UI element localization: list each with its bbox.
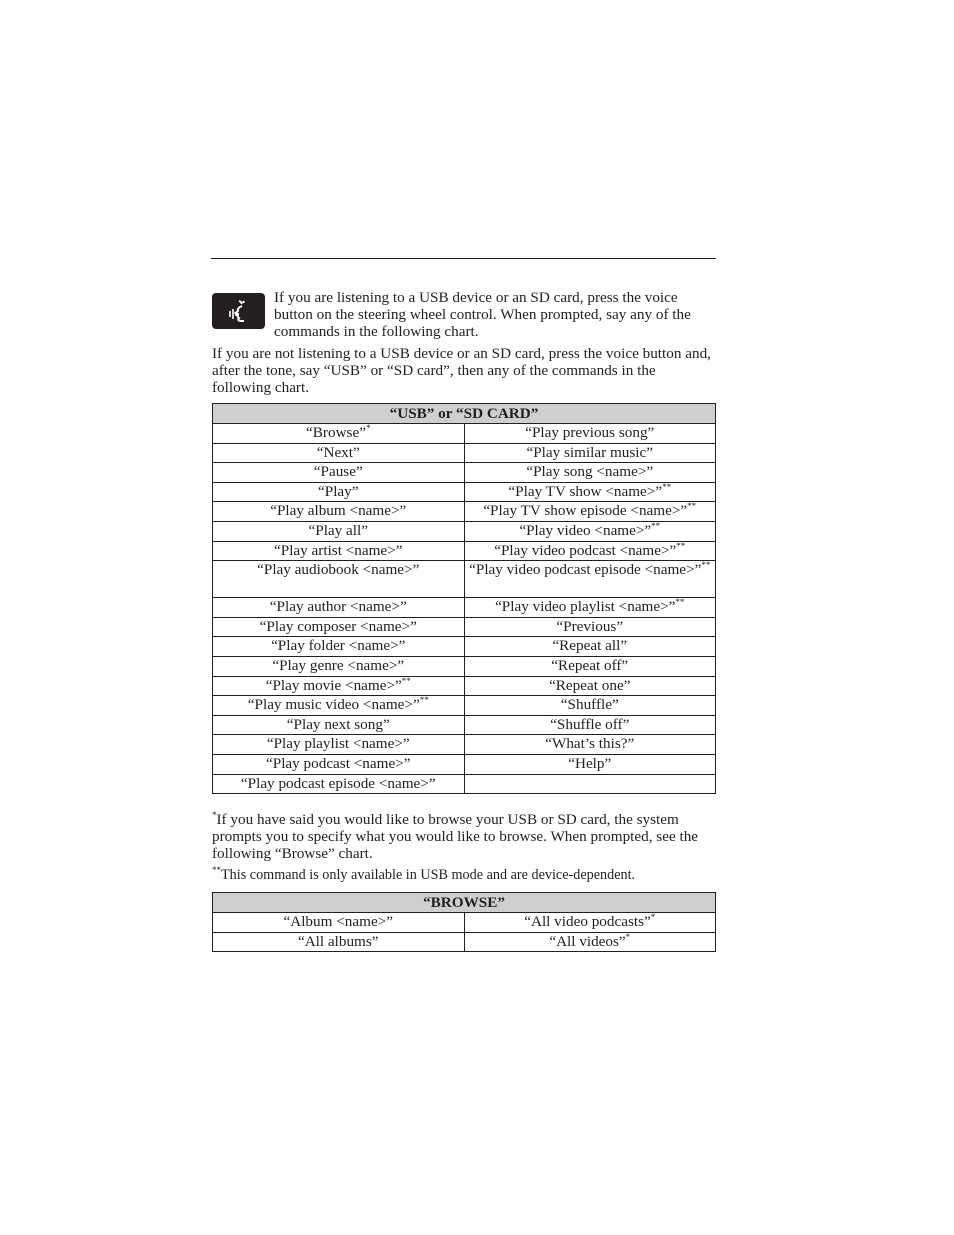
command-footnote-mark: ** xyxy=(401,675,411,686)
footnote-double-star xyxy=(212,867,716,884)
table-row xyxy=(213,913,716,933)
command-cell xyxy=(213,715,465,735)
voice-icon xyxy=(212,293,265,329)
command-text: “All video podcasts” xyxy=(524,913,651,930)
command-text: “Pause” xyxy=(313,463,363,481)
command-cell xyxy=(213,774,465,794)
command-cell xyxy=(213,617,465,637)
command-cell xyxy=(464,424,716,444)
command-text: “Album <name>” xyxy=(283,913,393,930)
command-text: “Play genre <name>” xyxy=(272,656,405,674)
command-cell xyxy=(464,676,716,696)
command-cell xyxy=(464,715,716,735)
table-row xyxy=(213,463,716,483)
command-text: “Play” xyxy=(318,482,359,500)
command-cell xyxy=(213,443,465,463)
command-text: “Play similar music” xyxy=(526,443,654,461)
table-row xyxy=(213,715,716,735)
table-row xyxy=(213,932,716,952)
command-cell xyxy=(213,598,465,618)
command-cell xyxy=(464,482,716,502)
command-cell xyxy=(464,656,716,676)
command-text: “Browse” xyxy=(306,424,366,441)
table-row xyxy=(213,735,716,755)
command-cell xyxy=(464,637,716,657)
command-text: “Play author <name>” xyxy=(269,598,407,616)
command-text: “Play next song” xyxy=(286,715,390,733)
command-cell xyxy=(464,913,716,933)
command-text: “Shuffle off” xyxy=(550,715,630,733)
command-text: “All albums” xyxy=(297,932,379,950)
command-cell xyxy=(213,482,465,502)
command-cell xyxy=(464,774,716,794)
table-header-row xyxy=(213,404,716,424)
table-row xyxy=(213,521,716,541)
command-text: “Play video podcast <name>” xyxy=(494,541,677,559)
command-text: “Previous” xyxy=(556,617,624,635)
command-text: “Play movie <name>” xyxy=(265,676,402,694)
table-header: “BROWSE” xyxy=(213,893,716,913)
command-text: “All videos” xyxy=(549,932,626,950)
footnote-mark: * xyxy=(212,810,217,820)
command-text: “Play video <name>” xyxy=(519,521,652,539)
command-footnote-mark: * xyxy=(365,423,371,433)
command-cell xyxy=(464,502,716,522)
command-text: “Help” xyxy=(568,754,612,772)
command-cell xyxy=(464,932,716,952)
table-header-row xyxy=(213,893,716,913)
command-cell xyxy=(464,754,716,774)
table-header: “USB” or “SD CARD” xyxy=(213,404,716,424)
command-cell xyxy=(213,754,465,774)
table-row xyxy=(213,676,716,696)
command-cell xyxy=(213,637,465,657)
command-cell xyxy=(213,913,465,933)
command-cell xyxy=(464,598,716,618)
command-text: “Play music video <name>” xyxy=(247,696,420,714)
command-cell xyxy=(464,443,716,463)
command-footnote-mark: * xyxy=(625,931,631,942)
command-footnote-mark: ** xyxy=(662,481,672,492)
command-text: “Repeat all” xyxy=(552,637,628,655)
command-text: “Shuffle” xyxy=(560,696,619,714)
command-text: “What’s this?” xyxy=(545,735,635,753)
command-text: “Play video podcast episode <name>” xyxy=(469,561,702,579)
command-footnote-mark: ** xyxy=(701,560,711,571)
command-text: “Play TV show episode <name>” xyxy=(483,502,688,520)
command-text: “Play song <name>” xyxy=(526,463,654,481)
command-footnote-mark: ** xyxy=(675,597,685,608)
command-cell xyxy=(464,735,716,755)
table-row xyxy=(213,617,716,637)
command-text: “Play TV show <name>” xyxy=(508,482,663,500)
table-row xyxy=(213,696,716,716)
command-cell xyxy=(213,676,465,696)
command-cell xyxy=(464,463,716,483)
command-text: “Play album <name>” xyxy=(270,502,407,520)
header-rule xyxy=(211,258,716,259)
command-text: “Next” xyxy=(316,443,360,461)
command-cell xyxy=(213,932,465,952)
command-cell xyxy=(213,424,465,444)
command-cell xyxy=(213,541,465,561)
footnote-single-star xyxy=(212,812,716,862)
intro-text: If you are listening to a USB device or an SD card, press the voice button on the steering wheel control. When prompted, say any of the commands in the following chart. xyxy=(274,289,691,340)
command-cell xyxy=(213,502,465,522)
command-cell xyxy=(213,561,465,598)
command-footnote-mark: ** xyxy=(419,695,429,706)
footnote-text: If you have said you would like to browse your USB or SD card, the system prompts you to specify what you would like to browse. When prompted, see the following “Browse” chart. xyxy=(212,811,699,862)
command-cell xyxy=(213,735,465,755)
table-row xyxy=(213,541,716,561)
command-cell xyxy=(464,541,716,561)
table-row xyxy=(213,502,716,522)
table-row xyxy=(213,598,716,618)
command-cell xyxy=(213,521,465,541)
command-footnote-mark: * xyxy=(650,912,656,922)
table-row xyxy=(213,561,716,598)
command-footnote-mark: ** xyxy=(651,520,661,531)
intro-block xyxy=(212,290,716,340)
usb-commands-table xyxy=(212,403,716,794)
command-text: “Play podcast <name>” xyxy=(266,754,411,772)
command-text: “Play composer <name>” xyxy=(259,617,417,635)
table-row xyxy=(213,774,716,794)
table-row xyxy=(213,424,716,444)
command-text: “Play playlist <name>” xyxy=(266,735,410,753)
command-cell xyxy=(213,656,465,676)
table-row xyxy=(213,482,716,502)
table-row xyxy=(213,656,716,676)
command-cell xyxy=(464,696,716,716)
command-cell xyxy=(464,617,716,637)
command-text: “Play folder <name>” xyxy=(271,637,406,655)
command-cell xyxy=(464,521,716,541)
command-text: “Play artist <name>” xyxy=(274,541,403,559)
table-row xyxy=(213,754,716,774)
command-text: “Repeat one” xyxy=(549,676,631,694)
command-text: “Play video playlist <name>” xyxy=(495,598,676,616)
command-cell xyxy=(213,463,465,483)
command-cell xyxy=(213,696,465,716)
table-row xyxy=(213,637,716,657)
table-row xyxy=(213,443,716,463)
footnote-text: This command is only available in USB mode and are device-dependent. xyxy=(221,867,636,883)
command-text: “Play audiobook <name>” xyxy=(257,561,420,579)
command-text: “Play podcast episode <name>” xyxy=(240,774,436,792)
instruction-paragraph: If you are not listening to a USB device or an SD card, press the voice button and, after the tone, say “USB” or “SD card”, then any of the commands in the following chart. xyxy=(212,345,711,396)
footnote-mark: ** xyxy=(212,865,221,875)
command-text: “Repeat off” xyxy=(551,656,629,674)
command-text: “Play all” xyxy=(308,521,368,539)
command-text: “Play previous song” xyxy=(525,424,655,441)
command-cell xyxy=(464,561,716,598)
command-footnote-mark: ** xyxy=(676,540,686,551)
command-footnote-mark: ** xyxy=(687,501,697,512)
browse-commands-table xyxy=(212,892,716,952)
